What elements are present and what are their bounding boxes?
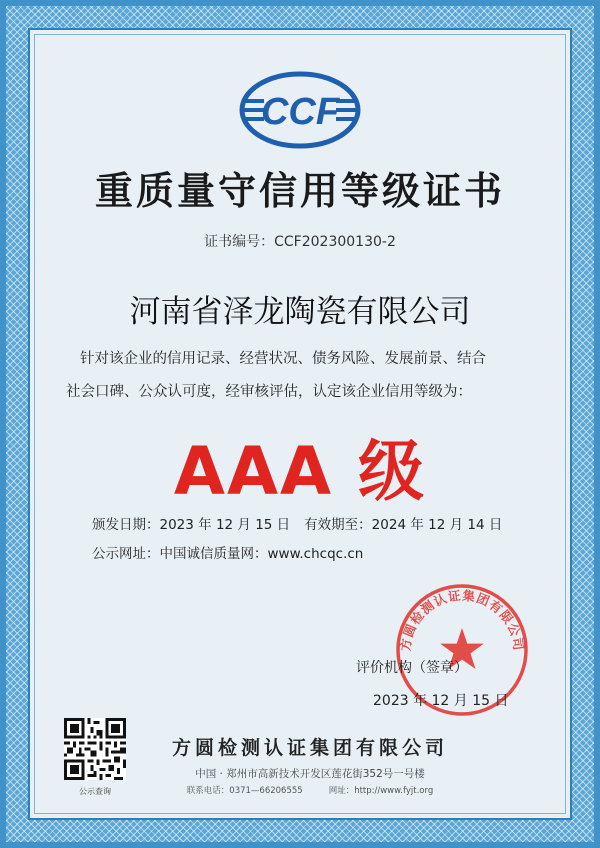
certification-statement bbox=[66, 343, 556, 409]
valid-until-date: 有效期至：2024 年 12 月 14 日 bbox=[304, 517, 503, 533]
qr-caption: 公示查询 bbox=[79, 787, 111, 796]
contact-website[interactable]: 网址：http://www.fyjt.org bbox=[328, 786, 434, 796]
credit-grade: AAA 级 bbox=[173, 433, 427, 510]
evaluator-date: 2023 年 12 月 15 日 bbox=[373, 693, 509, 709]
issuer-contact bbox=[150, 784, 470, 796]
validity-dates bbox=[92, 513, 502, 533]
statement-line-1: 针对该企业的信用记录、经营状况、债务风险、发展前景、结合 bbox=[80, 351, 486, 367]
qr-code-icon[interactable] bbox=[64, 718, 126, 780]
issuer-address: 中国 · 郑州市高新技术开发区莲花街352号一号楼 bbox=[195, 768, 425, 780]
public-website: 公示网址：中国诚信质量网：www.chcqc.cn bbox=[92, 546, 364, 562]
certificate-number: 证书编号：CCF202300130-2 bbox=[204, 234, 396, 250]
logo-text: CCF bbox=[260, 91, 340, 133]
evaluator-label: 评价机构（签章） bbox=[356, 660, 468, 676]
ccf-logo-icon bbox=[238, 70, 362, 150]
certificate-title: 重质量守信用等级证书 bbox=[94, 168, 505, 213]
seal-text: 方圆检测认证集团有限公司 bbox=[397, 587, 527, 653]
contact-phone: 联系电话：0371—66206555 bbox=[186, 786, 303, 796]
company-name: 河南省泽龙陶瓷有限公司 bbox=[129, 294, 471, 330]
issuer-name: 方圆检测认证集团有限公司 bbox=[171, 737, 448, 759]
issue-date: 颁发日期：2023 年 12 月 15 日 bbox=[92, 517, 291, 533]
statement-line-2: 社会口碑、公众认可度，经审核评估，认定该企业信用等级为： bbox=[66, 384, 472, 400]
